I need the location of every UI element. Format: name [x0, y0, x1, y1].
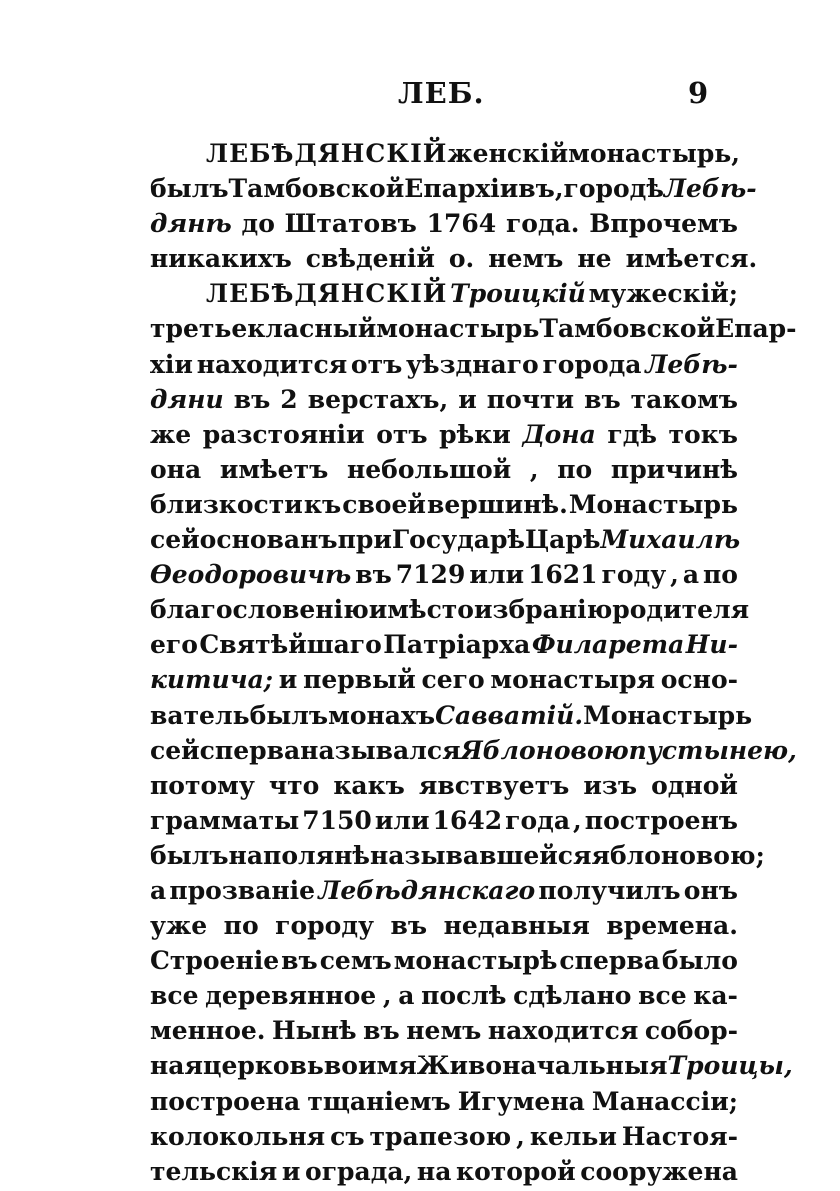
- word: въ: [363, 1016, 400, 1046]
- word: года.: [505, 209, 580, 239]
- word: въ: [233, 384, 271, 414]
- word: что: [268, 770, 320, 800]
- word: имя: [357, 1051, 417, 1081]
- word: основанъ: [199, 525, 338, 555]
- word: полянѣ: [263, 840, 370, 870]
- italic-word: Михаилѣ: [600, 525, 741, 555]
- word: которой: [456, 1156, 576, 1186]
- word: 1642: [432, 805, 503, 835]
- word: ,: [382, 981, 392, 1011]
- text-line: [150, 803, 738, 838]
- word: а: [682, 560, 700, 590]
- word: на: [228, 840, 264, 870]
- word: Епар-: [715, 314, 797, 344]
- word: былъ: [150, 840, 229, 870]
- text-line: [150, 557, 738, 592]
- word: Монастырь: [568, 489, 738, 519]
- italic-word: Яблоновою: [460, 735, 629, 765]
- word: вершинѣ.: [427, 489, 568, 519]
- word: находится: [196, 349, 348, 379]
- word: Настоя-: [621, 1121, 738, 1151]
- word: осно-: [660, 665, 738, 695]
- italic-word: Ни-: [685, 630, 738, 660]
- text-line: [150, 276, 738, 311]
- word: Игумена: [457, 1086, 585, 1116]
- word: или: [374, 805, 430, 835]
- word: по: [223, 911, 259, 941]
- word: и: [458, 384, 477, 414]
- word: рѣки: [439, 419, 511, 449]
- word: мужескій;: [588, 279, 738, 309]
- word: монастырь,: [568, 139, 740, 168]
- word: въ,: [518, 174, 564, 204]
- word: свѣденій: [305, 244, 435, 274]
- word: Государѣ: [391, 525, 526, 555]
- word: во: [323, 1051, 358, 1081]
- word: городѣ: [563, 174, 664, 204]
- word: и: [278, 665, 298, 695]
- italic-word: Лебѣ-: [663, 174, 757, 204]
- word: Святѣйшаго: [199, 630, 382, 660]
- word: колокольня: [150, 1121, 326, 1151]
- word: его: [150, 630, 198, 660]
- text-line: [150, 311, 797, 346]
- word: 1621: [527, 560, 598, 590]
- word: построена: [150, 1086, 301, 1116]
- word: разстояніи: [202, 419, 365, 449]
- word: ;: [755, 840, 765, 870]
- word: Манассіи;: [591, 1086, 738, 1116]
- text-line: [150, 522, 741, 557]
- word: о.: [448, 244, 475, 274]
- word: имѣетъ: [219, 454, 329, 484]
- word: сей: [150, 525, 200, 555]
- italic-word: Троицкій: [450, 279, 586, 309]
- word: города: [542, 349, 642, 379]
- word: или: [469, 560, 525, 590]
- word: ная: [150, 1051, 203, 1081]
- text-line: [150, 873, 738, 908]
- word: недавныя: [443, 911, 590, 941]
- word: 1764: [426, 209, 497, 239]
- word: 7129: [395, 560, 466, 590]
- word: потому: [150, 770, 255, 800]
- word: семъ: [319, 946, 392, 976]
- word: женскій: [447, 139, 569, 168]
- word: получилъ: [538, 875, 681, 905]
- italic-word: Дона: [522, 419, 596, 449]
- word: и: [368, 595, 388, 625]
- text-line: [150, 1084, 738, 1119]
- word: причинѣ: [610, 454, 738, 484]
- word: тельскія: [150, 1156, 278, 1186]
- word: по: [557, 454, 593, 484]
- word: при: [337, 525, 392, 555]
- word: все: [150, 981, 199, 1011]
- word: былъ: [249, 700, 329, 730]
- italic-word: китича;: [150, 665, 274, 695]
- word: деревянное: [205, 981, 377, 1011]
- word: а: [398, 981, 415, 1011]
- word: уѣзднаго: [406, 349, 539, 379]
- word: послѣ: [421, 981, 507, 1011]
- word: Тамбовской: [539, 314, 716, 344]
- word: немъ: [406, 1016, 482, 1046]
- text-line: [150, 698, 753, 733]
- word: до: [241, 209, 275, 239]
- italic-word: Троицы,: [667, 1051, 793, 1081]
- text-line: [150, 733, 797, 768]
- word: было: [661, 946, 738, 976]
- word: какъ: [333, 770, 405, 800]
- word: собор-: [644, 1016, 738, 1046]
- word: сей: [150, 735, 200, 765]
- word: Монастырь: [583, 700, 753, 730]
- word: городу: [275, 911, 374, 941]
- text-line: [150, 943, 738, 978]
- word: а: [150, 875, 167, 905]
- word: сдѣлано: [513, 981, 632, 1011]
- word: токъ: [668, 419, 738, 449]
- word: никакихъ: [150, 244, 292, 274]
- word: монахъ: [328, 700, 436, 730]
- word: 2: [280, 384, 298, 414]
- word: все: [638, 981, 687, 1011]
- word: называвшейся: [370, 840, 592, 870]
- word: Патріарха: [383, 630, 531, 660]
- word: тщаніемъ: [307, 1086, 451, 1116]
- word: ограда,: [305, 1156, 413, 1186]
- word: году: [601, 560, 667, 590]
- text-line: [150, 206, 738, 241]
- text-line: [150, 908, 738, 943]
- word: монастырѣ: [393, 946, 558, 976]
- word: одной: [651, 770, 738, 800]
- text-line: [150, 347, 738, 382]
- word: въ: [390, 911, 428, 941]
- word: ,: [516, 1121, 525, 1151]
- running-head: ЛЕБ.: [398, 76, 485, 110]
- text-line: [150, 171, 757, 206]
- text-line: [150, 662, 738, 697]
- entry-heading: ЛЕБѢДЯНСКІЙ: [206, 279, 448, 309]
- word: къ: [303, 489, 342, 519]
- word: такомъ: [630, 384, 738, 414]
- word: отъ: [350, 349, 403, 379]
- text-line: [150, 452, 738, 487]
- word: мѣстоизбранію: [387, 595, 613, 625]
- word: явствуетъ: [418, 770, 570, 800]
- word: не: [577, 244, 612, 274]
- text-line: [150, 1119, 738, 1154]
- word: построенъ: [584, 805, 738, 835]
- text-line: [150, 241, 758, 276]
- word: первый: [303, 665, 416, 695]
- text-line: [150, 768, 738, 803]
- word: близкости: [150, 489, 303, 519]
- word: своей: [342, 489, 426, 519]
- text-line: [150, 1048, 793, 1083]
- word: церковь: [202, 1051, 324, 1081]
- word: по: [702, 560, 738, 590]
- word: Штатовъ: [284, 209, 417, 239]
- word: изъ: [583, 770, 638, 800]
- word: Тамбовской: [228, 174, 405, 204]
- text-line: [150, 1154, 738, 1189]
- italic-word: Филарета: [531, 630, 685, 660]
- word: кельи: [529, 1121, 617, 1151]
- word: родителя: [612, 595, 750, 625]
- text-line: [150, 417, 738, 452]
- word: Строеніе: [150, 946, 280, 976]
- word: онъ: [683, 875, 738, 905]
- word: отъ: [376, 419, 428, 449]
- word: ка-: [693, 981, 738, 1011]
- text-line: [150, 978, 738, 1013]
- word: имѣется.: [625, 244, 758, 274]
- word: года: [505, 805, 571, 835]
- word: верстахъ,: [307, 384, 449, 414]
- word: Царѣ: [525, 525, 601, 555]
- word: хіи: [150, 349, 193, 379]
- word: ,: [573, 805, 582, 835]
- word: Живоначальныя: [416, 1051, 668, 1081]
- word: монастыря: [490, 665, 655, 695]
- word: монастырь: [376, 314, 540, 344]
- word: сперва: [559, 946, 660, 976]
- page-number: 9: [688, 76, 709, 110]
- word: уже: [150, 911, 208, 941]
- italic-word: Лебѣдянскаго: [318, 875, 536, 905]
- word: третьекласный: [150, 314, 377, 344]
- italic-word: Лебѣ-: [645, 349, 738, 379]
- text-line: [150, 382, 738, 417]
- italic-word: дяни: [150, 384, 224, 414]
- word: прозваніе: [169, 875, 316, 905]
- text-line: [150, 487, 738, 522]
- word: же: [150, 419, 192, 449]
- word: и: [281, 1156, 301, 1186]
- word: находится: [487, 1016, 639, 1046]
- word: Епархіи: [404, 174, 519, 204]
- word: ватель: [150, 700, 250, 730]
- body-text: [150, 136, 797, 1189]
- word: въ: [281, 946, 318, 976]
- word: былъ: [150, 174, 229, 204]
- word: въ: [355, 560, 392, 590]
- word: времена.: [606, 911, 738, 941]
- word: Впрочемъ: [589, 209, 738, 239]
- page-header: [0, 76, 840, 116]
- word: благословенію: [150, 595, 369, 625]
- text-line: [150, 136, 738, 171]
- word: небольшой: [346, 454, 512, 484]
- word: немъ: [488, 244, 564, 274]
- word: 7150: [302, 805, 372, 835]
- word: на: [416, 1156, 452, 1186]
- italic-word: Савватій.: [435, 700, 584, 730]
- word: она: [150, 454, 202, 484]
- word: сперва: [199, 735, 301, 765]
- italic-word: дянѣ: [150, 209, 232, 239]
- text-line: [150, 1013, 738, 1048]
- text-line: [150, 592, 750, 627]
- word: Нынѣ: [272, 1016, 357, 1046]
- word: менное.: [150, 1016, 266, 1046]
- word: ,: [529, 454, 539, 484]
- word: сооружена: [580, 1156, 738, 1186]
- word: яблоновою: [591, 840, 756, 870]
- word: граммaты: [150, 805, 300, 835]
- text-line: [150, 627, 738, 662]
- text-line: [150, 838, 765, 873]
- word: трапезою: [369, 1121, 512, 1151]
- italic-word: пустынею,: [628, 735, 797, 765]
- word: въ: [584, 384, 621, 414]
- entry-heading: ЛЕБѢДЯНСКІЙ: [206, 139, 448, 168]
- word: назывался: [300, 735, 461, 765]
- word: сего: [421, 665, 485, 695]
- word: почти: [486, 384, 575, 414]
- word: съ: [330, 1121, 365, 1151]
- word: ,: [670, 560, 679, 590]
- italic-word: Ѳеодоровичѣ: [150, 560, 352, 590]
- word: гдѣ: [607, 419, 657, 449]
